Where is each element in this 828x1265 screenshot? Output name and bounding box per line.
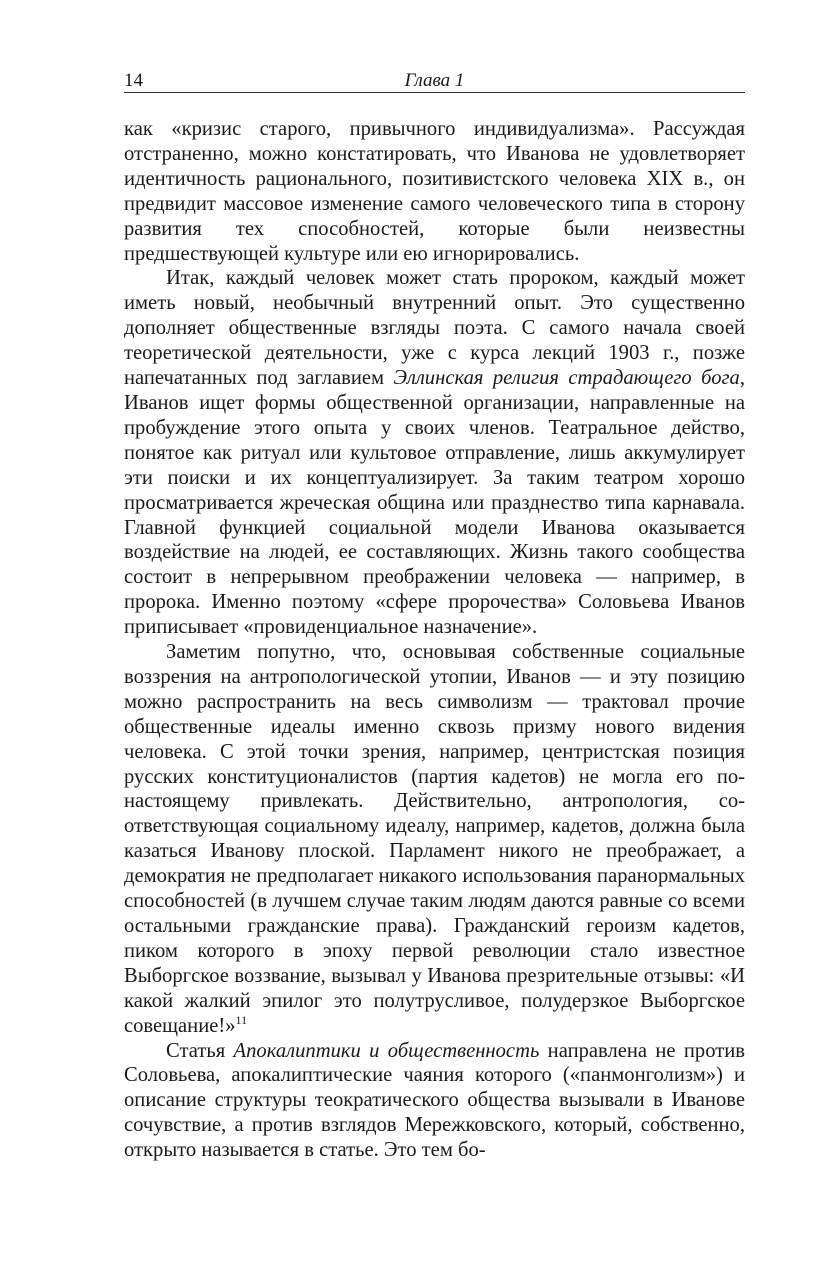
paragraph-text: Заметим попутно, что, основывая собственные социальные воззрения на антропологической утопии, Иванов — и эту позицию можно распространить на весь символизм — трактовал прочие общественные идеалы именно сквозь призму нового видения человека. С этой точки зрения, например, центристская позиция русских конституционалистов (партия кадетов) не могла его по-настоящему привлекать. Действительно, антропология, соответствующая социальному идеалу, например, кадетов, должна была казаться Иванову плоской. Парламент никого не преображает, а демократия не предполагает никакого использования паранормальных способностей (в лучшем случае таким людям даются равные со всеми остальными гражданские права). Гражданский героизм кадетов, пиком которого в эпоху первой революции стало известное Выборгское воззвание, вызывал у Иванова презрительные отзывы: «И какой жалкий эпилог это полутрусливое, полудерзкое Выборгское совещание!» bbox=[124, 641, 745, 1037]
paragraph bbox=[124, 640, 745, 1039]
paragraph bbox=[124, 117, 745, 266]
chapter-title: Глава 1 bbox=[404, 70, 465, 91]
paragraph-text: направлена не против Соловьева, апокалиптические чаяния которого («панмонголизм») и описание структуры теократического общества вызывали в Иванове сочувствие, а против взглядов Мережковского, который, собственно, открыто называется в статье. Это тем бо- bbox=[124, 1039, 746, 1162]
paragraph-text: Статья bbox=[166, 1039, 234, 1062]
page-number: 14 bbox=[124, 70, 143, 91]
book-title: Эллинская религия страдающего бога bbox=[393, 367, 740, 390]
paragraph-text: Итак, каждый человек может стать пророком, каждый может иметь новый, необычный внутренний опыт. Это существенно дополняет общественные взгляды поэта. С самого начала своей теоретической деятельности, уже с курса лекций 1903 г., позже напечатанных под заглавием bbox=[124, 267, 745, 390]
paragraph-text: как «кризис старого, привычного индивидуализма». Рассуждая отстраненно, можно констатировать, что Иванова не удовлетворяет идентичность рационального, позитивистского человека XIX в., он предвидит массовое изменение самого человеческого типа в сторону развития тех способностей, которые были неизвестны предшествующей культуре или ею игнорировались. bbox=[124, 118, 745, 265]
paragraph bbox=[124, 266, 745, 640]
book-page bbox=[124, 64, 745, 1163]
paragraph bbox=[124, 1039, 745, 1164]
footnote-marker: 11 bbox=[235, 1012, 248, 1027]
article-title: Апокалиптики и общественность bbox=[233, 1039, 540, 1062]
body-text bbox=[124, 117, 745, 1163]
running-header bbox=[124, 64, 745, 93]
paragraph-text: , Иванов ищет формы общественной организации, направленные на пробуждение этого опыта у своих членов. Театральное действо, понятое как ритуал или культовое отправление, лишь аккумулирует эти поиски и их концептуализирует. За таким театром хорошо просматривается жреческая община или празднество типа карнавала. Главной функцией социальной модели Иванова оказывается воздействие на людей, ее составляющих. Жизнь такого сообщества состоит в непрерывном преображении человека — например, в пророка. Именно поэтому «сфере пророчества» Соловьева Иванов приписывает «провиденциальное назначение». bbox=[124, 367, 745, 639]
